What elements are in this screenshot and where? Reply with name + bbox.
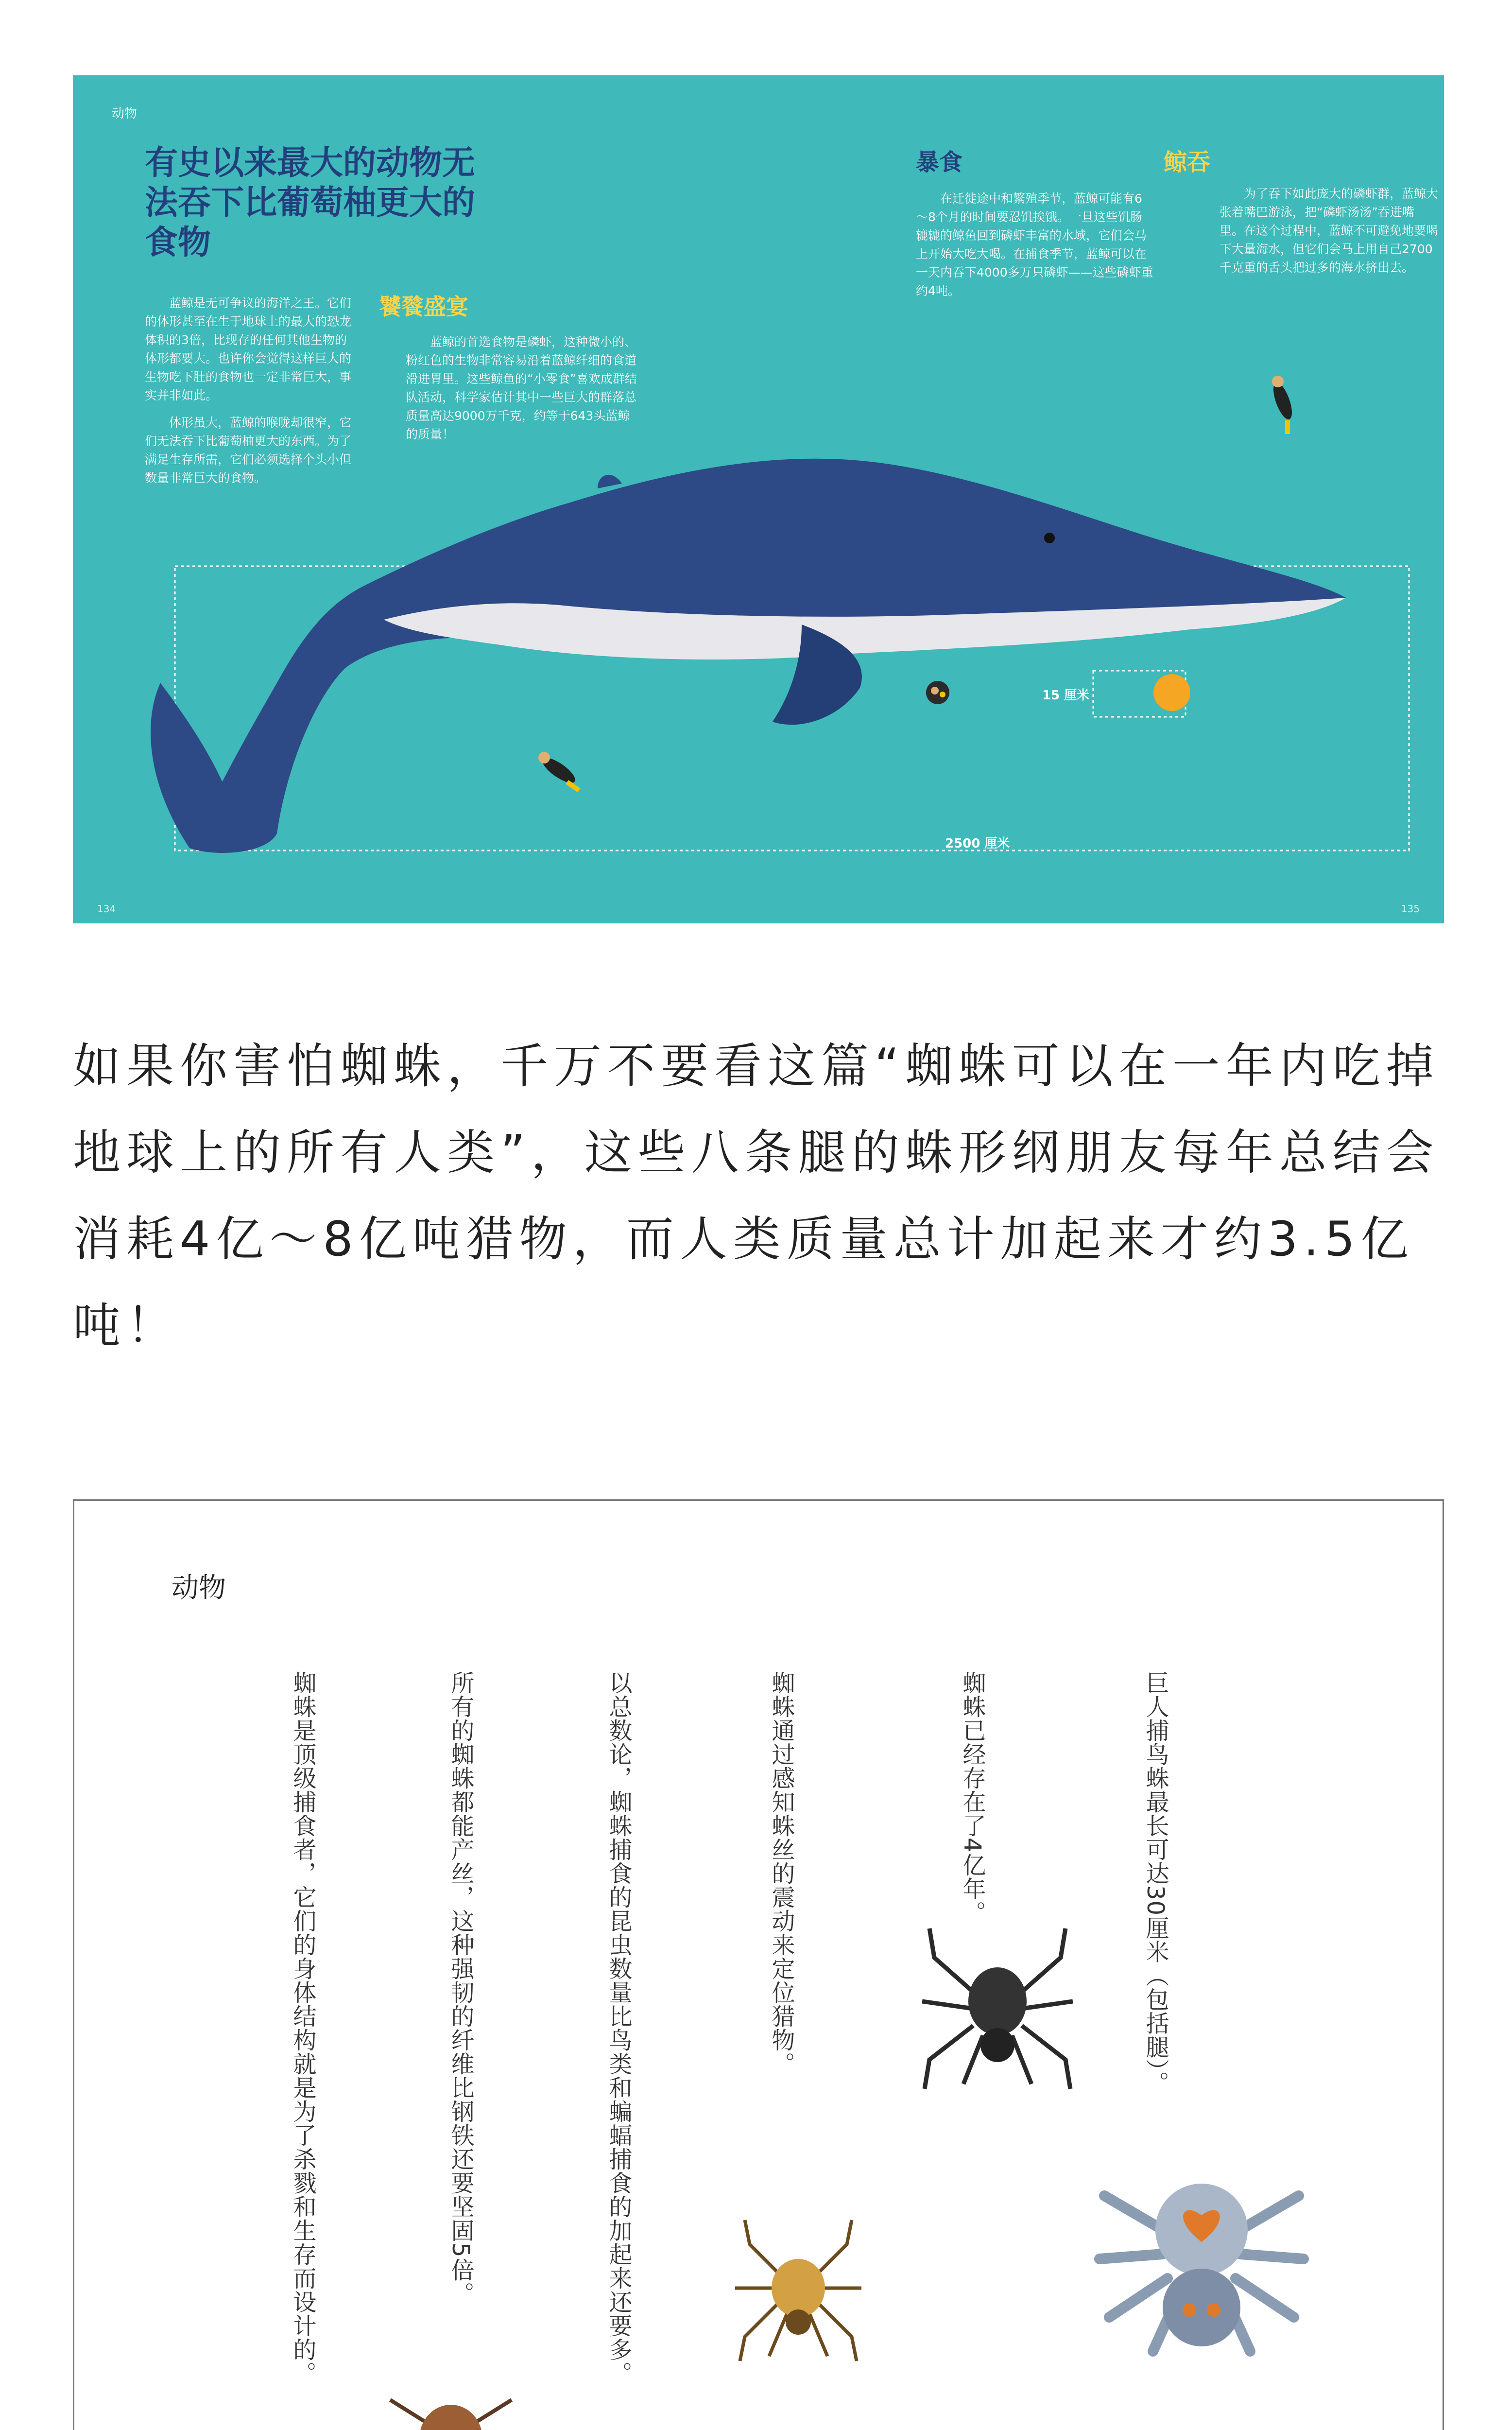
diver-icon <box>538 752 581 792</box>
spider-fact-3: 以总数论，蜘蛛捕食的昆虫数量比鸟类和蝙蝠捕食的加起来还要多。 <box>605 1671 632 2385</box>
brown-spider-icon <box>385 2400 516 2430</box>
spider-page-image <box>73 1499 1444 2430</box>
spider-fact-1: 蜘蛛是顶级捕食者，它们的身体结构就是为了杀戮和生存而设计的。 <box>289 1671 316 2385</box>
article-intro-paragraph: 如果你害怕蜘蛛，千万不要看这篇“蜘蛛可以在一年内吃掉地球上的所有人类”，这些八条腿的蛛形纲朋友每年总结会消耗4亿～8亿吨猎物，而人类质量总计加起来才约3.5亿吨！ <box>73 1039 1440 1354</box>
grapefruit-icon <box>1153 674 1190 711</box>
grapefruit-size-label: 15 厘米 <box>1042 688 1090 703</box>
diver-icon <box>926 681 949 704</box>
folio-right: 135 <box>1401 903 1420 915</box>
whale-title: 有史以来最大的动物无法吞下比葡萄柚更大的食物 <box>145 144 476 262</box>
gulp-heading: 鲸吞 <box>1164 149 1211 176</box>
spider-fact-5: 蜘蛛已经存在了4亿年。 <box>959 1671 986 1925</box>
black-spider-icon <box>922 1928 1073 2089</box>
binge-text: 在迁徙途中和繁殖季节，蓝鲸可能有6～8个月的时间要忍饥挨饿。一旦这些饥肠辘辘的鲸鱼回到磷虾丰富的水域，它们会马上开始大吃大喝。在捕食季节，蓝鲸可以在一天内吞下4000多万只磷虾——这些磷虾重约4吨。 <box>916 191 1153 298</box>
blue-whale-icon <box>151 459 1346 853</box>
spider-illustrations <box>74 1501 1445 2430</box>
gulp-text: 为了吞下如此庞大的磷虾群，蓝鲸大张着嘴巴游泳，把“磷虾汤汤”吞进嘴里。在这个过程中，蓝鲸不可避免地要喝下大量海水，但它们会马上用自己2700千克重的舌头把过多的海水挤出去。 <box>1220 187 1439 275</box>
section-header: 动物 <box>172 1572 226 1604</box>
whale-intro-paragraph: 体形虽大，蓝鲸的喉咙却很窄，它们无法吞下比葡萄柚更大的东西。为了满足生存所需，它们必须选择个头小但数量非常巨大的食物。 <box>145 416 352 485</box>
whale-length-label: 2500 厘米 <box>945 836 1010 851</box>
diver-icon <box>1270 376 1296 434</box>
golden-spider-icon <box>735 2220 861 2361</box>
whale-intro-paragraph: 蓝鲸是无可争议的海洋之王。它们的体形甚至在生于地球上的最大的恐龙体积的3倍，比现存的任何其他生物的体形都要大。也许你会觉得这样巨大的生物吃下肚的食物也一定非常巨大，事实并非如此。 <box>145 296 352 402</box>
folio-left: 134 <box>97 903 116 915</box>
spider-fact-4: 蜘蛛通过感知蛛丝的震动来定位猎物。 <box>768 1671 795 2076</box>
whale-intro <box>145 294 359 496</box>
feast-heading: 饕餮盛宴 <box>379 294 468 320</box>
feast-text: 蓝鲸的首选食物是磷虾，这种微小的、粉红色的生物非常容易沿着蓝鲸纤细的食道滑进胃里。这些鲸鱼的“小零食”喜欢成群结队活动，科学家估计其中一些巨大的群落总质量高达9000万千克，约等于643头蓝鲸的质量！ <box>406 335 637 441</box>
binge-heading: 暴食 <box>916 149 963 176</box>
spider-fact-6: 巨人捕鸟蛛最长可达30厘米（包括腿）。 <box>1142 1671 1169 2095</box>
goliath-spider-icon <box>1100 2184 1304 2351</box>
section-header: 动物 <box>112 106 137 121</box>
whale-spread-image <box>73 75 1444 923</box>
spider-fact-2: 所有的蜘蛛都能产丝，这种强韧的纤维比钢铁还要坚固5倍。 <box>447 1671 474 2306</box>
